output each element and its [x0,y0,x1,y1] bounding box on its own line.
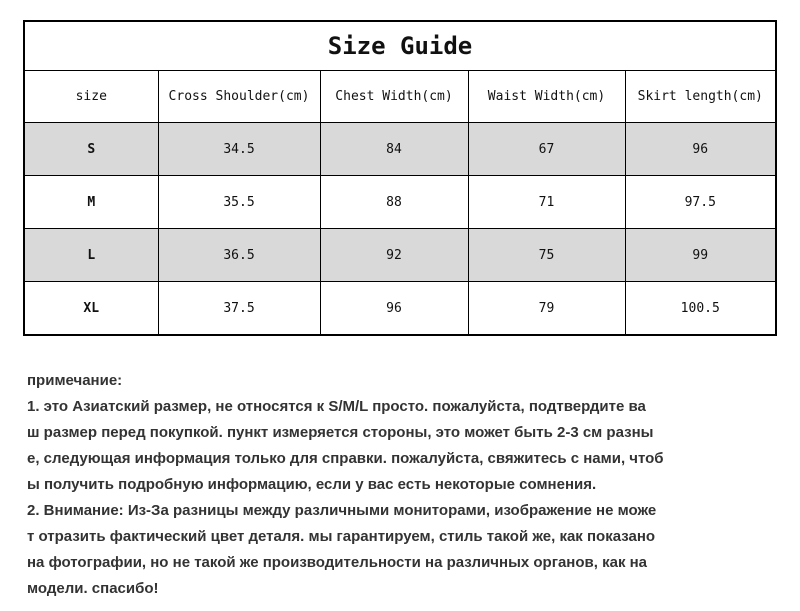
waist-width-cell: 67 [468,123,625,176]
cross-shoulder-cell: 34.5 [158,123,320,176]
column-header-chest-width: Chest Width(cm) [320,71,468,123]
notes-line: ы получить подробную информацию, если у вас есть некоторые сомнения. [27,476,597,493]
notes-line: 1. это Азиатский размер, не относятся к S/M/L просто. пожалуйста, подтвердите ва [27,398,646,415]
skirt-length-cell: 97.5 [625,176,775,229]
table-header-row [25,71,775,123]
waist-width-cell: 71 [468,176,625,229]
chest-width-cell: 88 [320,176,468,229]
cross-shoulder-cell: 37.5 [158,282,320,335]
skirt-length-cell: 100.5 [625,282,775,335]
skirt-length-cell: 96 [625,123,775,176]
column-header-skirt-length: Skirt length(cm) [625,71,775,123]
size-cell: L [25,229,158,282]
notes-heading: примечание: [27,372,123,389]
column-header-waist-width: Waist Width(cm) [468,71,625,123]
notes-block [27,368,777,602]
size-cell: S [25,123,158,176]
notes-line: т отразить фактический цвет деталя. мы гарантируем, стиль такой же, как показано [27,528,656,545]
size-guide-title: Size Guide [25,22,775,71]
waist-width-cell: 79 [468,282,625,335]
size-guide-table-container [23,20,777,336]
column-header-cross-shoulder: Cross Shoulder(cm) [158,71,320,123]
notes-line: на фотографии, но не такой же производительности на различных органов, как на [27,554,648,571]
notes-line: ш размер перед покупкой. пункт измеряется стороны, это может быть 2-3 см разны [27,424,654,441]
notes-line: 2. Внимание: Из-За разницы между различными мониторами, изображение не може [27,502,657,519]
chest-width-cell: 92 [320,229,468,282]
size-table [25,71,775,334]
table-row [25,123,775,176]
chest-width-cell: 84 [320,123,468,176]
notes-line: е, следующая информация только для справки. пожалуйста, свяжитесь с нами, чтоб [27,450,664,467]
table-row [25,282,775,335]
notes-line: модели. спасибо! [27,580,159,597]
size-cell: XL [25,282,158,335]
column-header-size: size [25,71,158,123]
table-row [25,229,775,282]
size-cell: M [25,176,158,229]
waist-width-cell: 75 [468,229,625,282]
cross-shoulder-cell: 36.5 [158,229,320,282]
table-row [25,176,775,229]
cross-shoulder-cell: 35.5 [158,176,320,229]
skirt-length-cell: 99 [625,229,775,282]
chest-width-cell: 96 [320,282,468,335]
